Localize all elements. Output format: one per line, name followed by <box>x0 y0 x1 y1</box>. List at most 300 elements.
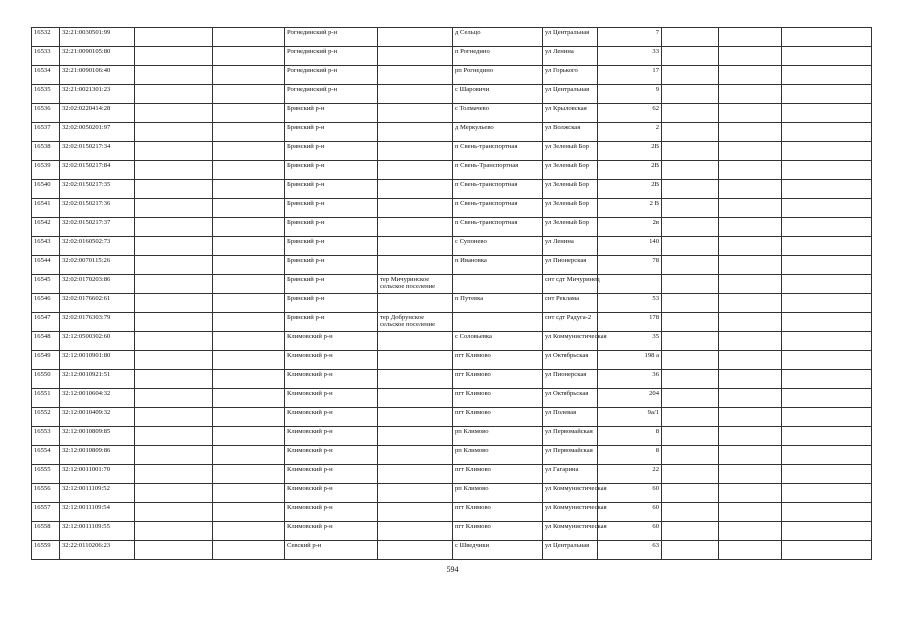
cadastral-number-cell: 32:12:0010604:32 <box>60 389 135 408</box>
district-cell: Брянский р-н <box>285 237 378 256</box>
empty-cell <box>662 503 719 522</box>
empty-cell <box>719 389 782 408</box>
street-cell: ул Центральная <box>543 85 598 104</box>
empty-cell <box>213 351 285 370</box>
street-cell: снт сдт Радуга-2 <box>543 313 598 332</box>
table-row <box>32 66 872 85</box>
cadastral-number-cell: 32:02:0150217:35 <box>60 180 135 199</box>
empty-cell <box>662 142 719 161</box>
house-number-cell: 9 <box>598 85 662 104</box>
street-cell: ул Пионерская <box>543 256 598 275</box>
empty-cell <box>213 218 285 237</box>
house-number-cell: 7 <box>598 28 662 47</box>
empty-cell <box>782 199 872 218</box>
house-number-cell: 78 <box>598 256 662 275</box>
row-id-cell: 16550 <box>32 370 60 389</box>
district-cell: Брянский р-н <box>285 161 378 180</box>
empty-cell <box>782 294 872 313</box>
street-cell: ул Зеленый Бор <box>543 199 598 218</box>
empty-cell <box>719 370 782 389</box>
street-cell: ул Коммунистическая <box>543 484 598 503</box>
row-id-cell: 16557 <box>32 503 60 522</box>
district-cell: Климовский р-н <box>285 408 378 427</box>
settlement-cell <box>378 541 453 560</box>
empty-cell <box>662 180 719 199</box>
empty-cell <box>135 218 213 237</box>
empty-cell <box>213 541 285 560</box>
cadastral-number-cell: 32:12:0011109:55 <box>60 522 135 541</box>
street-cell: ул Октябрьская <box>543 389 598 408</box>
empty-cell <box>782 123 872 142</box>
empty-cell <box>719 142 782 161</box>
empty-cell <box>782 541 872 560</box>
locality-cell: с Соловьевка <box>453 332 543 351</box>
empty-cell <box>719 503 782 522</box>
settlement-cell: тер Мичуринское сельское поселение <box>378 275 453 294</box>
table-row <box>32 199 872 218</box>
empty-cell <box>135 484 213 503</box>
locality-cell: п Путевка <box>453 294 543 313</box>
settlement-cell <box>378 522 453 541</box>
house-number-cell: 60 <box>598 484 662 503</box>
empty-cell <box>213 104 285 123</box>
empty-cell <box>662 85 719 104</box>
street-cell: ул Пионерская <box>543 370 598 389</box>
empty-cell <box>782 465 872 484</box>
locality-cell: пгт Климово <box>453 465 543 484</box>
empty-cell <box>662 332 719 351</box>
district-cell: Климовский р-н <box>285 446 378 465</box>
empty-cell <box>719 237 782 256</box>
district-cell: Климовский р-н <box>285 427 378 446</box>
table-row <box>32 161 872 180</box>
street-cell: ул Зеленый Бор <box>543 218 598 237</box>
empty-cell <box>213 446 285 465</box>
locality-cell: п Свень-транспортная <box>453 142 543 161</box>
cadastral-number-cell: 32:02:0176602:61 <box>60 294 135 313</box>
empty-cell <box>662 427 719 446</box>
table-row <box>32 142 872 161</box>
street-cell: ул Центральная <box>543 541 598 560</box>
empty-cell <box>213 47 285 66</box>
locality-cell: рп Рогнедино <box>453 66 543 85</box>
empty-cell <box>782 370 872 389</box>
table-row <box>32 389 872 408</box>
empty-cell <box>782 28 872 47</box>
street-cell: ул Зеленый Бор <box>543 142 598 161</box>
district-cell: Климовский р-н <box>285 465 378 484</box>
table-row <box>32 123 872 142</box>
cadastral-number-cell: 32:12:0010809:86 <box>60 446 135 465</box>
settlement-cell <box>378 142 453 161</box>
empty-cell <box>662 161 719 180</box>
row-id-cell: 16537 <box>32 123 60 142</box>
street-cell: ул Коммунистическая <box>543 522 598 541</box>
cadastral-number-cell: 32:12:0010409:32 <box>60 408 135 427</box>
district-cell: Брянский р-н <box>285 313 378 332</box>
row-id-cell: 16558 <box>32 522 60 541</box>
empty-cell <box>719 408 782 427</box>
house-number-cell: 198 а <box>598 351 662 370</box>
empty-cell <box>719 161 782 180</box>
district-cell: Рогнединский р-н <box>285 66 378 85</box>
empty-cell <box>719 85 782 104</box>
house-number-cell: 60 <box>598 522 662 541</box>
table-row <box>32 484 872 503</box>
cadastral-number-cell: 32:02:0150217:34 <box>60 142 135 161</box>
cadastral-number-cell: 32:12:0010901:80 <box>60 351 135 370</box>
empty-cell <box>782 104 872 123</box>
house-number-cell: 62 <box>598 104 662 123</box>
settlement-cell <box>378 332 453 351</box>
cadastral-number-cell: 32:21:0090106:40 <box>60 66 135 85</box>
district-cell: Брянский р-н <box>285 104 378 123</box>
district-cell: Брянский р-н <box>285 180 378 199</box>
house-number-cell: 33 <box>598 47 662 66</box>
empty-cell <box>662 465 719 484</box>
settlement-cell <box>378 104 453 123</box>
settlement-cell <box>378 503 453 522</box>
settlement-cell <box>378 28 453 47</box>
empty-cell <box>782 142 872 161</box>
empty-cell <box>135 47 213 66</box>
settlement-cell <box>378 123 453 142</box>
settlement-cell <box>378 66 453 85</box>
table-row <box>32 104 872 123</box>
locality-cell: с Толмачево <box>453 104 543 123</box>
district-cell: Брянский р-н <box>285 142 378 161</box>
district-cell: Брянский р-н <box>285 218 378 237</box>
table-row <box>32 408 872 427</box>
empty-cell <box>213 313 285 332</box>
row-id-cell: 16540 <box>32 180 60 199</box>
street-cell: ул Ленина <box>543 47 598 66</box>
street-cell: ул Волжская <box>543 123 598 142</box>
settlement-cell <box>378 408 453 427</box>
settlement-cell <box>378 47 453 66</box>
cadastral-number-cell: 32:21:0090105:80 <box>60 47 135 66</box>
empty-cell <box>213 275 285 294</box>
settlement-cell <box>378 237 453 256</box>
empty-cell <box>213 142 285 161</box>
row-id-cell: 16545 <box>32 275 60 294</box>
district-cell: Брянский р-н <box>285 256 378 275</box>
empty-cell <box>135 294 213 313</box>
table-row <box>32 47 872 66</box>
empty-cell <box>213 294 285 313</box>
street-cell: ул Первомайская <box>543 446 598 465</box>
house-number-cell: 63 <box>598 541 662 560</box>
house-number-cell: 9а/1 <box>598 408 662 427</box>
settlement-cell <box>378 180 453 199</box>
empty-cell <box>213 256 285 275</box>
cadastral-number-cell: 32:12:0010809:85 <box>60 427 135 446</box>
street-cell: ул Коммунистическая <box>543 503 598 522</box>
house-number-cell: 8 <box>598 446 662 465</box>
empty-cell <box>213 85 285 104</box>
empty-cell <box>719 332 782 351</box>
empty-cell <box>662 256 719 275</box>
empty-cell <box>662 484 719 503</box>
table-row <box>32 28 872 47</box>
locality-cell: рп Климово <box>453 446 543 465</box>
empty-cell <box>662 199 719 218</box>
cadastral-number-cell: 32:12:0011109:52 <box>60 484 135 503</box>
row-id-cell: 16532 <box>32 28 60 47</box>
empty-cell <box>213 161 285 180</box>
locality-cell: пгт Климово <box>453 351 543 370</box>
locality-cell: п Свень-транспортная <box>453 218 543 237</box>
empty-cell <box>135 123 213 142</box>
table-row <box>32 218 872 237</box>
locality-cell: п Свень-транспортная <box>453 199 543 218</box>
empty-cell <box>782 351 872 370</box>
empty-cell <box>662 294 719 313</box>
empty-cell <box>782 389 872 408</box>
table-row <box>32 237 872 256</box>
table-row <box>32 351 872 370</box>
empty-cell <box>662 275 719 294</box>
locality-cell: пгт Климово <box>453 522 543 541</box>
empty-cell <box>135 313 213 332</box>
empty-cell <box>135 503 213 522</box>
empty-cell <box>213 484 285 503</box>
cadastral-number-cell: 32:12:0010921:51 <box>60 370 135 389</box>
empty-cell <box>719 104 782 123</box>
table-row <box>32 427 872 446</box>
house-number-cell: 8 <box>598 427 662 446</box>
district-cell: Климовский р-н <box>285 332 378 351</box>
table-row <box>32 180 872 199</box>
table-body <box>32 28 872 560</box>
cadastral-number-cell: 32:12:0011109:54 <box>60 503 135 522</box>
empty-cell <box>782 180 872 199</box>
row-id-cell: 16552 <box>32 408 60 427</box>
house-number-cell: 2в <box>598 218 662 237</box>
table-row <box>32 313 872 332</box>
empty-cell <box>135 256 213 275</box>
empty-cell <box>662 446 719 465</box>
empty-cell <box>782 161 872 180</box>
cadastral-number-cell: 32:02:0070115:26 <box>60 256 135 275</box>
table-row <box>32 503 872 522</box>
empty-cell <box>135 522 213 541</box>
empty-cell <box>782 332 872 351</box>
registry-table <box>31 27 872 560</box>
street-cell: ул Коммунистическая <box>543 332 598 351</box>
house-number-cell: 53 <box>598 294 662 313</box>
page-number: 594 <box>446 565 459 574</box>
settlement-cell <box>378 465 453 484</box>
locality-cell: рп Климово <box>453 484 543 503</box>
empty-cell <box>213 522 285 541</box>
empty-cell <box>213 408 285 427</box>
empty-cell <box>135 465 213 484</box>
row-id-cell: 16534 <box>32 66 60 85</box>
empty-cell <box>135 142 213 161</box>
settlement-cell <box>378 161 453 180</box>
empty-cell <box>662 351 719 370</box>
locality-cell: п Ивановка <box>453 256 543 275</box>
empty-cell <box>719 218 782 237</box>
empty-cell <box>135 408 213 427</box>
settlement-cell <box>378 256 453 275</box>
settlement-cell <box>378 484 453 503</box>
cadastral-number-cell: 32:02:0170203:86 <box>60 275 135 294</box>
cadastral-number-cell: 32:12:0011001:70 <box>60 465 135 484</box>
settlement-cell: тер Добрунское сельское поселение <box>378 313 453 332</box>
district-cell: Брянский р-н <box>285 275 378 294</box>
district-cell: Брянский р-н <box>285 123 378 142</box>
row-id-cell: 16559 <box>32 541 60 560</box>
empty-cell <box>135 332 213 351</box>
house-number-cell: 35 <box>598 332 662 351</box>
table-row <box>32 85 872 104</box>
empty-cell <box>782 427 872 446</box>
row-id-cell: 16547 <box>32 313 60 332</box>
empty-cell <box>662 408 719 427</box>
settlement-cell <box>378 218 453 237</box>
locality-cell: п Рогнедино <box>453 47 543 66</box>
locality-cell: с Шведчики <box>453 541 543 560</box>
empty-cell <box>135 104 213 123</box>
row-id-cell: 16539 <box>32 161 60 180</box>
street-cell: ул Зеленый Бор <box>543 180 598 199</box>
table-row <box>32 522 872 541</box>
district-cell: Климовский р-н <box>285 522 378 541</box>
empty-cell <box>782 503 872 522</box>
row-id-cell: 16549 <box>32 351 60 370</box>
empty-cell <box>135 85 213 104</box>
empty-cell <box>662 66 719 85</box>
district-cell: Рогнединский р-н <box>285 85 378 104</box>
empty-cell <box>135 66 213 85</box>
table-row <box>32 294 872 313</box>
cadastral-number-cell: 32:02:0220414:28 <box>60 104 135 123</box>
row-id-cell: 16533 <box>32 47 60 66</box>
district-cell: Брянский р-н <box>285 199 378 218</box>
empty-cell <box>719 66 782 85</box>
empty-cell <box>213 503 285 522</box>
street-cell: ул Полевая <box>543 408 598 427</box>
table-row <box>32 256 872 275</box>
empty-cell <box>662 47 719 66</box>
street-cell: снт Рекламa <box>543 294 598 313</box>
empty-cell <box>719 180 782 199</box>
street-cell: ул Зеленый Бор <box>543 161 598 180</box>
empty-cell <box>135 275 213 294</box>
empty-cell <box>662 522 719 541</box>
empty-cell <box>782 85 872 104</box>
empty-cell <box>662 104 719 123</box>
empty-cell <box>782 522 872 541</box>
locality-cell: д Сельцо <box>453 28 543 47</box>
empty-cell <box>782 237 872 256</box>
locality-cell <box>453 313 543 332</box>
row-id-cell: 16554 <box>32 446 60 465</box>
row-id-cell: 16553 <box>32 427 60 446</box>
house-number-cell: 2В <box>598 161 662 180</box>
street-cell: ул Горького <box>543 66 598 85</box>
empty-cell <box>782 275 872 294</box>
empty-cell <box>719 28 782 47</box>
row-id-cell: 16556 <box>32 484 60 503</box>
settlement-cell <box>378 294 453 313</box>
empty-cell <box>719 313 782 332</box>
cadastral-number-cell: 32:22:0110206:23 <box>60 541 135 560</box>
empty-cell <box>213 199 285 218</box>
empty-cell <box>662 123 719 142</box>
empty-cell <box>719 123 782 142</box>
locality-cell: п Свень-Транспортная <box>453 161 543 180</box>
empty-cell <box>135 28 213 47</box>
house-number-cell: 2 В <box>598 199 662 218</box>
cadastral-number-cell: 32:02:0150217:84 <box>60 161 135 180</box>
empty-cell <box>213 180 285 199</box>
row-id-cell: 16542 <box>32 218 60 237</box>
table-row <box>32 465 872 484</box>
empty-cell <box>719 446 782 465</box>
house-number-cell <box>598 275 662 294</box>
empty-cell <box>135 161 213 180</box>
district-cell: Климовский р-н <box>285 370 378 389</box>
row-id-cell: 16543 <box>32 237 60 256</box>
house-number-cell: 36 <box>598 370 662 389</box>
empty-cell <box>213 237 285 256</box>
settlement-cell <box>378 370 453 389</box>
empty-cell <box>213 370 285 389</box>
empty-cell <box>719 465 782 484</box>
settlement-cell <box>378 446 453 465</box>
settlement-cell <box>378 85 453 104</box>
empty-cell <box>213 427 285 446</box>
street-cell: ул Крыловская <box>543 104 598 123</box>
empty-cell <box>662 237 719 256</box>
empty-cell <box>135 389 213 408</box>
street-cell: ул Центральная <box>543 28 598 47</box>
house-number-cell: 178 <box>598 313 662 332</box>
empty-cell <box>719 351 782 370</box>
district-cell: Климовский р-н <box>285 503 378 522</box>
row-id-cell: 16541 <box>32 199 60 218</box>
empty-cell <box>662 218 719 237</box>
cadastral-number-cell: 32:12:0500302:60 <box>60 332 135 351</box>
cadastral-number-cell: 32:02:0050201:97 <box>60 123 135 142</box>
empty-cell <box>719 47 782 66</box>
street-cell: ул Гагарина <box>543 465 598 484</box>
empty-cell <box>135 180 213 199</box>
table-row <box>32 332 872 351</box>
street-cell: ул Октябрьская <box>543 351 598 370</box>
settlement-cell <box>378 351 453 370</box>
empty-cell <box>135 446 213 465</box>
table-row <box>32 446 872 465</box>
empty-cell <box>719 256 782 275</box>
cadastral-number-cell: 32:02:0176303:79 <box>60 313 135 332</box>
district-cell: Рогнединский р-н <box>285 47 378 66</box>
house-number-cell: 60 <box>598 503 662 522</box>
district-cell: Рогнединский р-н <box>285 28 378 47</box>
empty-cell <box>213 389 285 408</box>
locality-cell: пгт Климово <box>453 503 543 522</box>
row-id-cell: 16555 <box>32 465 60 484</box>
empty-cell <box>719 427 782 446</box>
house-number-cell: 204 <box>598 389 662 408</box>
empty-cell <box>135 351 213 370</box>
row-id-cell: 16535 <box>32 85 60 104</box>
empty-cell <box>213 66 285 85</box>
empty-cell <box>213 123 285 142</box>
